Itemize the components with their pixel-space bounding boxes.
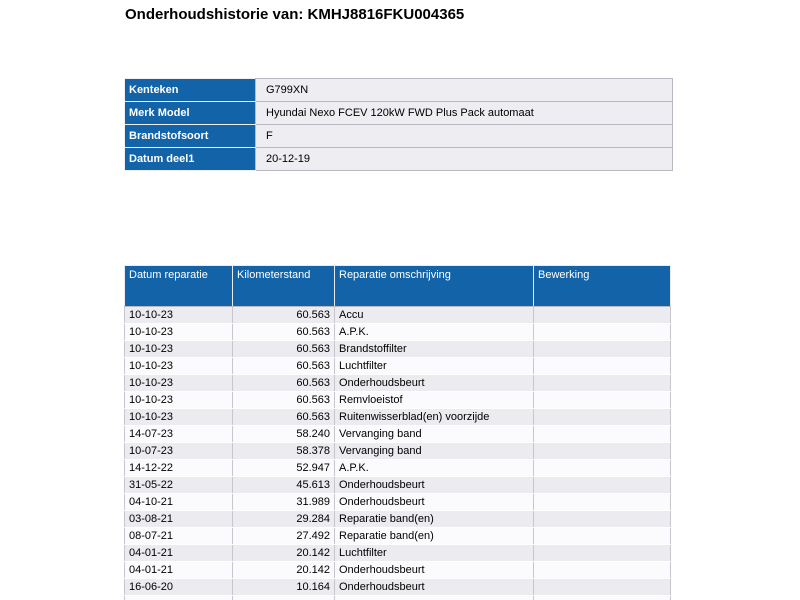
cell-reparatie-omschrijving: Remvloeistof xyxy=(335,392,534,409)
page-title: Onderhoudshistorie van: KMHJ8816FKU004365 xyxy=(125,6,465,23)
cell-datum-reparatie: 16-06-20 xyxy=(125,579,233,596)
cell-datum-reparatie: 14-07-23 xyxy=(125,426,233,443)
table-row xyxy=(125,562,671,579)
info-label-brandstofsoort: Brandstofsoort xyxy=(125,125,256,148)
cell-bewerking xyxy=(534,528,671,545)
cell-bewerking xyxy=(534,596,671,600)
table-row xyxy=(125,511,671,528)
cell-kilometerstand: 60.563 xyxy=(233,358,335,375)
table-row xyxy=(125,392,671,409)
cell-kilometerstand: 60.563 xyxy=(233,375,335,392)
cell-kilometerstand: 60.563 xyxy=(233,409,335,426)
info-value-kenteken: G799XN xyxy=(256,79,673,102)
cell-datum-reparatie: 10-10-23 xyxy=(125,324,233,341)
cell-kilometerstand: 27.492 xyxy=(233,528,335,545)
table-row xyxy=(125,324,671,341)
info-value-datum-deel1: 20-12-19 xyxy=(256,148,673,171)
cell-datum-reparatie: 04-01-21 xyxy=(125,545,233,562)
table-row xyxy=(125,426,671,443)
table-row xyxy=(125,596,671,600)
table-row xyxy=(125,545,671,562)
cell-datum-reparatie: 10-10-23 xyxy=(125,341,233,358)
cell-datum-reparatie: 03-08-21 xyxy=(125,511,233,528)
info-label-merk-model: Merk Model xyxy=(125,102,256,125)
column-header-datum-reparatie: Datum reparatie xyxy=(125,266,233,307)
cell-datum-reparatie: 10-10-23 xyxy=(125,358,233,375)
cell-kilometerstand: 20.142 xyxy=(233,545,335,562)
cell-datum-reparatie: 04-10-21 xyxy=(125,494,233,511)
cell-reparatie-omschrijving: Onderhoudsbeurt xyxy=(335,477,534,494)
cell-bewerking xyxy=(534,460,671,477)
cell-bewerking xyxy=(534,341,671,358)
table-row xyxy=(125,307,671,324)
table-row xyxy=(125,443,671,460)
history-table-body xyxy=(125,307,671,600)
cell-reparatie-omschrijving: Ruitenwisserblad(en) voorzijde xyxy=(335,409,534,426)
cell-datum-reparatie: 04-01-21 xyxy=(125,562,233,579)
cell-bewerking xyxy=(534,392,671,409)
cell-datum-reparatie: 10-10-23 xyxy=(125,307,233,324)
cell-reparatie-omschrijving: Onderhoudsbeurt xyxy=(335,579,534,596)
cell-reparatie-omschrijving: Accu xyxy=(335,307,534,324)
cell-bewerking xyxy=(534,562,671,579)
cell-datum-reparatie: 10-10-23 xyxy=(125,375,233,392)
cell-kilometerstand: 58.240 xyxy=(233,426,335,443)
cell-bewerking xyxy=(534,409,671,426)
cell-bewerking xyxy=(534,511,671,528)
cell-kilometerstand: 45.613 xyxy=(233,477,335,494)
column-header-kilometerstand: Kilometerstand xyxy=(233,266,335,307)
vehicle-info-table xyxy=(124,78,673,171)
cell-datum-reparatie: 10-07-23 xyxy=(125,443,233,460)
cell-kilometerstand: 60.563 xyxy=(233,392,335,409)
cell-reparatie-omschrijving: Luchtfilter xyxy=(335,358,534,375)
cell-kilometerstand: 58.378 xyxy=(233,443,335,460)
table-row xyxy=(125,409,671,426)
cell-kilometerstand: 60.563 xyxy=(233,307,335,324)
cell-datum-reparatie: 31-05-22 xyxy=(125,477,233,494)
cell-bewerking xyxy=(534,307,671,324)
cell-datum-reparatie: 14-12-22 xyxy=(125,460,233,477)
cell-bewerking xyxy=(534,375,671,392)
cell-kilometerstand: 60.563 xyxy=(233,324,335,341)
cell-bewerking xyxy=(534,324,671,341)
cell-datum-reparatie: 08-07-21 xyxy=(125,528,233,545)
table-row xyxy=(125,579,671,596)
cell-reparatie-omschrijving: A.P.K. xyxy=(335,324,534,341)
cell-kilometerstand: 29.284 xyxy=(233,511,335,528)
cell-bewerking xyxy=(534,477,671,494)
cell-kilometerstand: 31.989 xyxy=(233,494,335,511)
cell-bewerking xyxy=(534,358,671,375)
info-row xyxy=(125,79,673,102)
info-value-brandstofsoort: F xyxy=(256,125,673,148)
cell-reparatie-omschrijving: Reparatie band(en) xyxy=(335,528,534,545)
info-value-merk-model: Hyundai Nexo FCEV 120kW FWD Plus Pack automaat xyxy=(256,102,673,125)
table-row xyxy=(125,341,671,358)
cell-reparatie-omschrijving: Onderhoudsbeurt xyxy=(335,375,534,392)
cell-datum-reparatie: 10-10-23 xyxy=(125,392,233,409)
table-row xyxy=(125,494,671,511)
cell-kilometerstand: 60.563 xyxy=(233,341,335,358)
maintenance-history-table xyxy=(124,265,671,600)
cell-reparatie-omschrijving: Vervanging band xyxy=(335,426,534,443)
info-row xyxy=(125,102,673,125)
cell-bewerking xyxy=(534,494,671,511)
history-header-row xyxy=(125,266,671,307)
cell-reparatie-omschrijving: Brandstoffilter xyxy=(335,341,534,358)
column-header-bewerking: Bewerking xyxy=(534,266,671,307)
cell-reparatie-omschrijving: Reparatie band(en) xyxy=(335,511,534,528)
cell-datum-reparatie: 10-10-23 xyxy=(125,409,233,426)
table-row xyxy=(125,375,671,392)
column-header-reparatie-omschrijving: Reparatie omschrijving xyxy=(335,266,534,307)
cell-kilometerstand xyxy=(233,596,335,600)
cell-reparatie-omschrijving: Luchtfilter xyxy=(335,545,534,562)
cell-bewerking xyxy=(534,443,671,460)
table-row xyxy=(125,460,671,477)
cell-kilometerstand: 20.142 xyxy=(233,562,335,579)
table-row xyxy=(125,477,671,494)
cell-reparatie-omschrijving xyxy=(335,596,534,600)
table-row xyxy=(125,358,671,375)
info-row xyxy=(125,125,673,148)
cell-reparatie-omschrijving: Onderhoudsbeurt xyxy=(335,562,534,579)
cell-reparatie-omschrijving: A.P.K. xyxy=(335,460,534,477)
cell-bewerking xyxy=(534,579,671,596)
cell-kilometerstand: 52.947 xyxy=(233,460,335,477)
cell-bewerking xyxy=(534,426,671,443)
cell-bewerking xyxy=(534,545,671,562)
cell-datum-reparatie xyxy=(125,596,233,600)
info-label-kenteken: Kenteken xyxy=(125,79,256,102)
table-row xyxy=(125,528,671,545)
info-row xyxy=(125,148,673,171)
cell-kilometerstand: 10.164 xyxy=(233,579,335,596)
cell-reparatie-omschrijving: Vervanging band xyxy=(335,443,534,460)
info-label-datum-deel1: Datum deel1 xyxy=(125,148,256,171)
cell-reparatie-omschrijving: Onderhoudsbeurt xyxy=(335,494,534,511)
